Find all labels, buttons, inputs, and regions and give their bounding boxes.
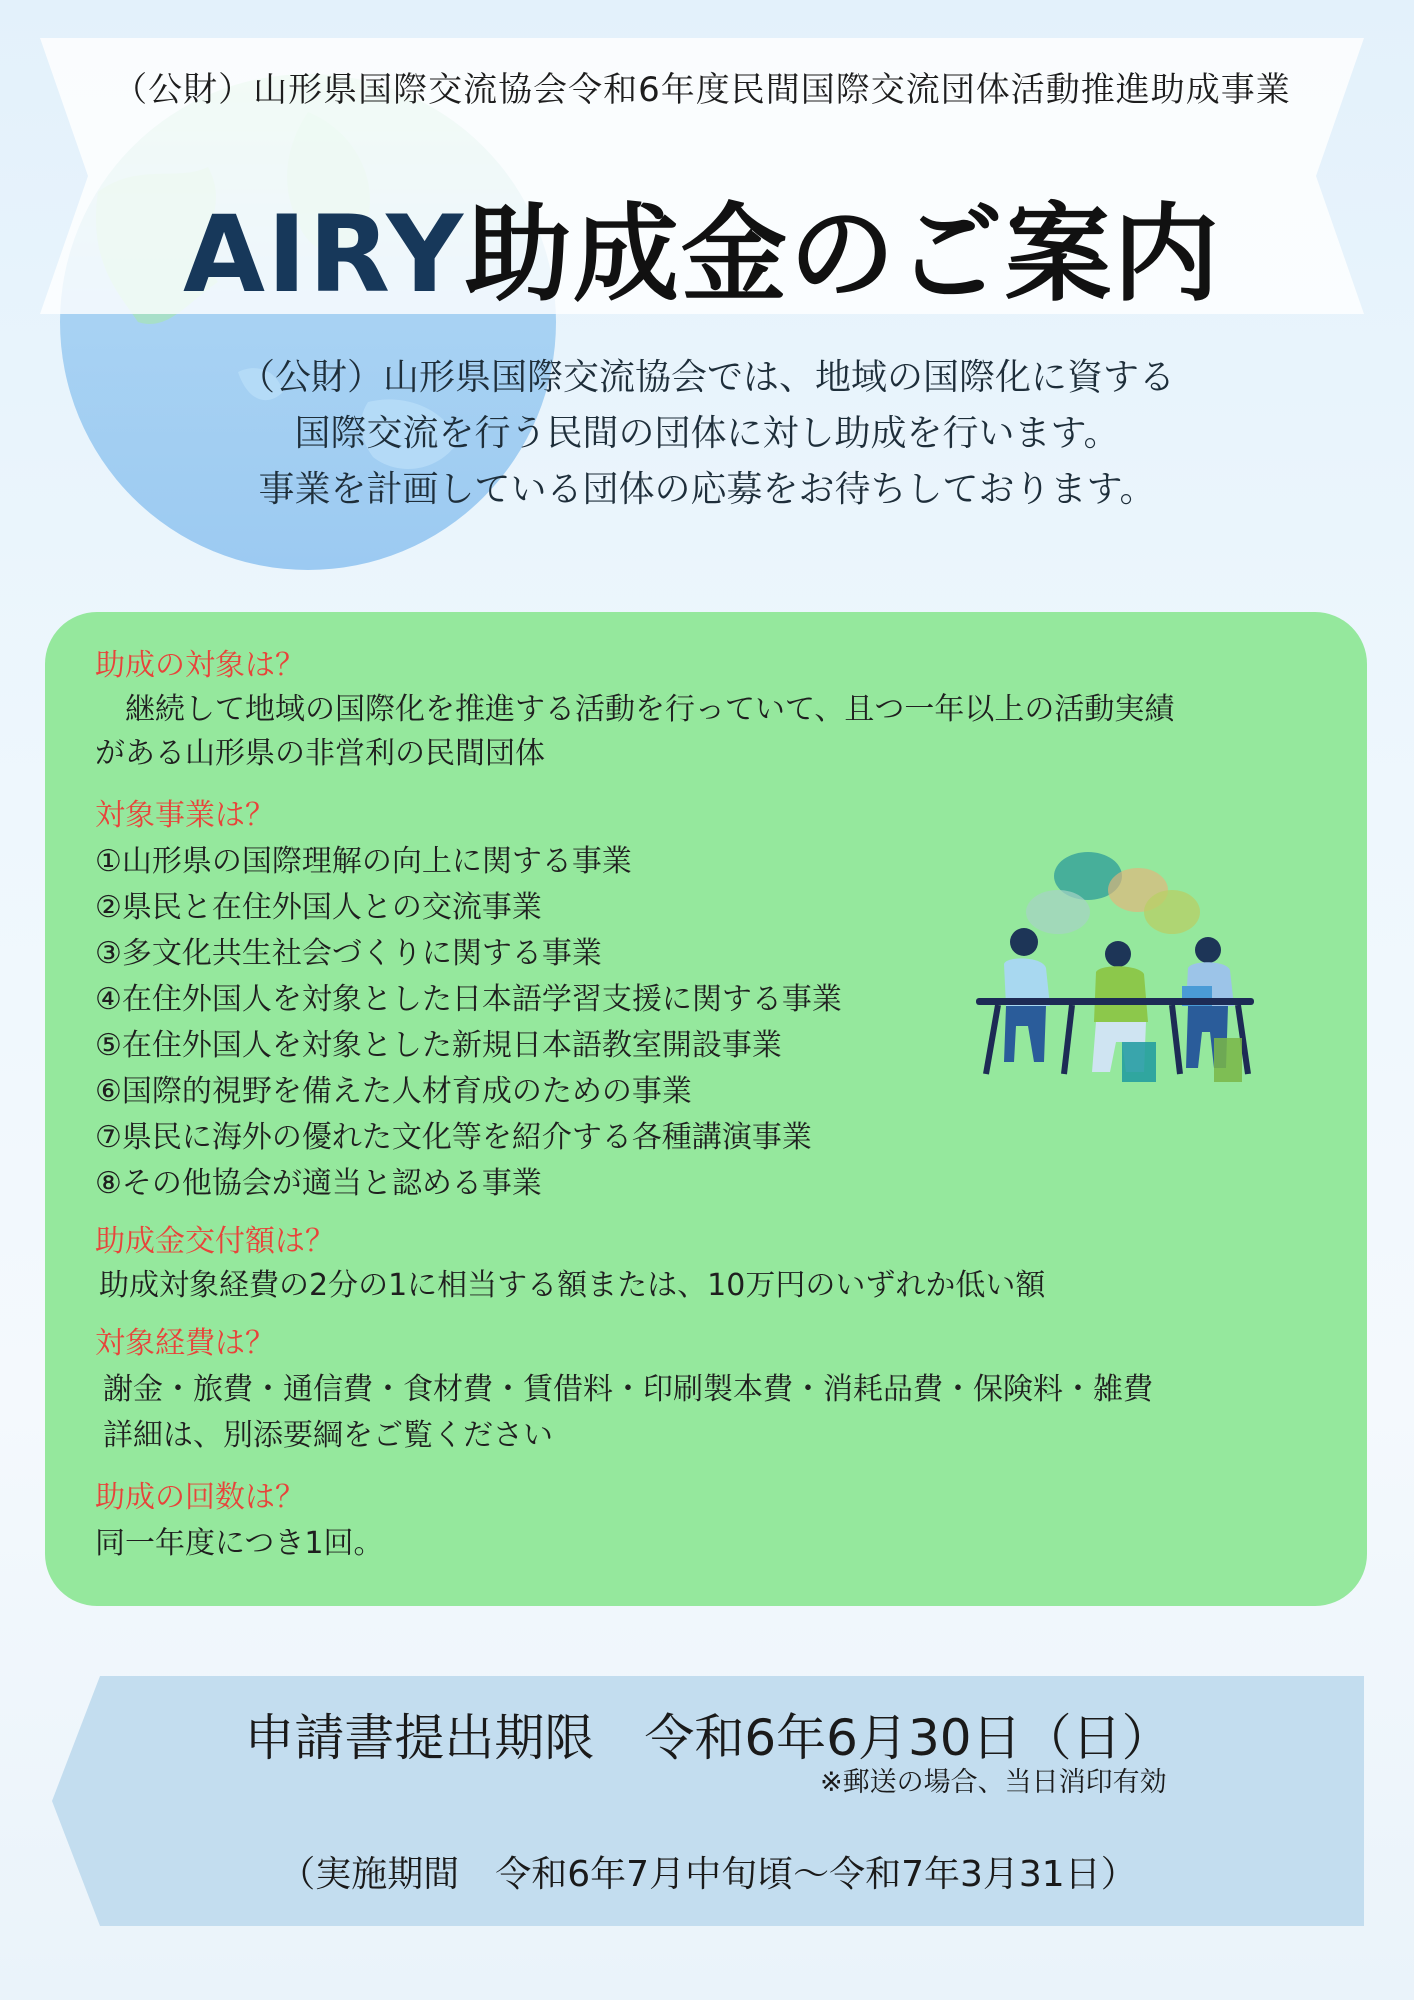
intro-text [120,350,1294,518]
project-item: ⑧その他協会が適当と認める事業 [95,1166,542,1201]
project-item: ③多文化共生社会づくりに関する事業 [95,936,602,971]
target-heading: 助成の対象は？ [95,648,305,683]
expenses-heading: 対象経費は？ [95,1326,275,1361]
intro-line: （公財）山形県国際交流協会では、地域の国際化に資する [238,357,1175,398]
expenses-text-line: 謝金・旅費・通信費・食材費・賃借料・印刷製本費・消耗品費・保険料・雑費 [103,1372,1153,1407]
speech-bubble-icon [1026,890,1090,934]
project-item: ⑦県民に海外の優れた文化等を紹介する各種講演事業 [95,1120,812,1155]
implementation-period: （実施期間 令和6年7月中旬頃～令和7年3月31日） [279,1854,1137,1895]
deadline-note: ※郵送の場合、当日消印有効 [820,1767,1167,1798]
project-item: ⑤在住外国人を対象とした新規日本語教室開設事業 [95,1028,782,1063]
meeting-illustration [976,846,1266,1096]
target-text-line: 継続して地域の国際化を推進する活動を行っていて、且つ一年以上の活動実績 [125,692,1175,727]
project-item: ⑥国際的視野を備えた人材育成のための事業 [95,1074,692,1109]
page-title-rest: 助成金のご案内 [465,193,1222,316]
project-item: ④在住外国人を対象とした日本語学習支援に関する事業 [95,982,842,1017]
amount-heading: 助成金交付額は？ [95,1224,335,1259]
target-text-line: がある山形県の非営利の民間団体 [95,736,545,771]
projects-heading: 対象事業は？ [95,798,275,833]
amount-text: 助成対象経費の2分の1に相当する額または、10万円のいずれか低い額 [99,1268,1046,1303]
page-title-airy: AIRY [182,193,466,316]
expenses-text-line: 詳細は、別添要綱をご覧ください [103,1418,553,1453]
count-text: 同一年度につき1回。 [95,1526,384,1561]
intro-line: 事業を計画している団体の応募をお待ちしております。 [258,469,1156,510]
project-item: ①山形県の国際理解の向上に関する事業 [95,844,632,879]
speech-bubble-icon [1144,890,1200,934]
page-title [40,170,1364,322]
header-subtitle: （公財）山形県国際交流協会令和6年度民間国際交流団体活動推進助成事業 [113,70,1291,110]
project-item: ②県民と在住外国人との交流事業 [95,890,542,925]
intro-line: 国際交流を行う民間の団体に対し助成を行います。 [294,413,1120,454]
count-heading: 助成の回数は？ [95,1480,305,1515]
info-box [45,612,1367,1606]
deadline-text: 申請書提出期限 令和6年6月30日（日） [244,1709,1172,1767]
